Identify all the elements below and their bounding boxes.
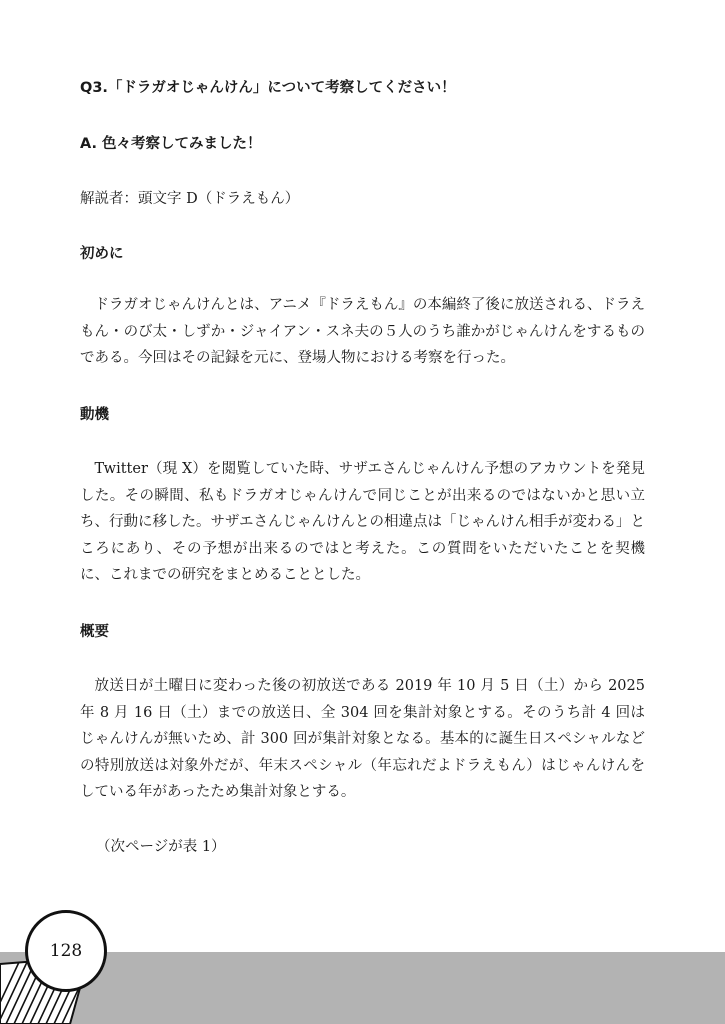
- section-body-intro: ドラガオじゃんけんとは、アニメ『ドラえもん』の本編終了後に放送される、ドラえもん・のび太・しずか・ジャイアン・スネ夫の５人のうち誰かがじゃんけんをするものである。今回はその記録を元に、登場人物における考察を行った。: [80, 297, 645, 366]
- section-title-motive: 動機: [80, 407, 109, 423]
- footer-band: [0, 952, 725, 1024]
- answer-heading: A. 色々考察してみました！: [80, 136, 262, 152]
- page-number: 128: [49, 941, 83, 961]
- section-title-overview: 概要: [80, 624, 109, 640]
- page-number-badge: [25, 910, 107, 992]
- author-line: 解説者：頭文字 D（ドラえもん）: [80, 191, 300, 207]
- section-body-motive: Twitter（現 X）を閲覧していた時、サザエさんじゃんけん予想のアカウントを発見した。その瞬間、私もドラガオじゃんけんで同じことが出来るのではないかと思い立ち、行動に移した。サザエさんじゃんけんとの相違点は「じゃんけん相手が変わる」ところにあり、その予想が出来るのではと考えた。この質問をいただいたことを契機に、これまでの研究をまとめることとした。: [80, 461, 645, 583]
- next-page-note: （次ページが表 1）: [96, 839, 226, 855]
- question-heading: Q3.「ドラガオじゃんけん」について考察してください！: [80, 80, 456, 96]
- section-body-overview: 放送日が土曜日に変わった後の初放送である 2019 年 10 月 5 日（土）から 2025 年 8 月 16 日（土）までの放送日、全 304 回を集計対象とする。そのうち計 4 回はじゃんけんが無いため、計 300 回が集計対象となる。基本的に誕生日スペシャルなどの特別放送は対象外だが、年末スペシャル（年忘れだよドラえもん）はじゃんけんをしている年があったため集計対象とする。: [80, 678, 645, 800]
- section-title-intro: 初めに: [80, 246, 124, 262]
